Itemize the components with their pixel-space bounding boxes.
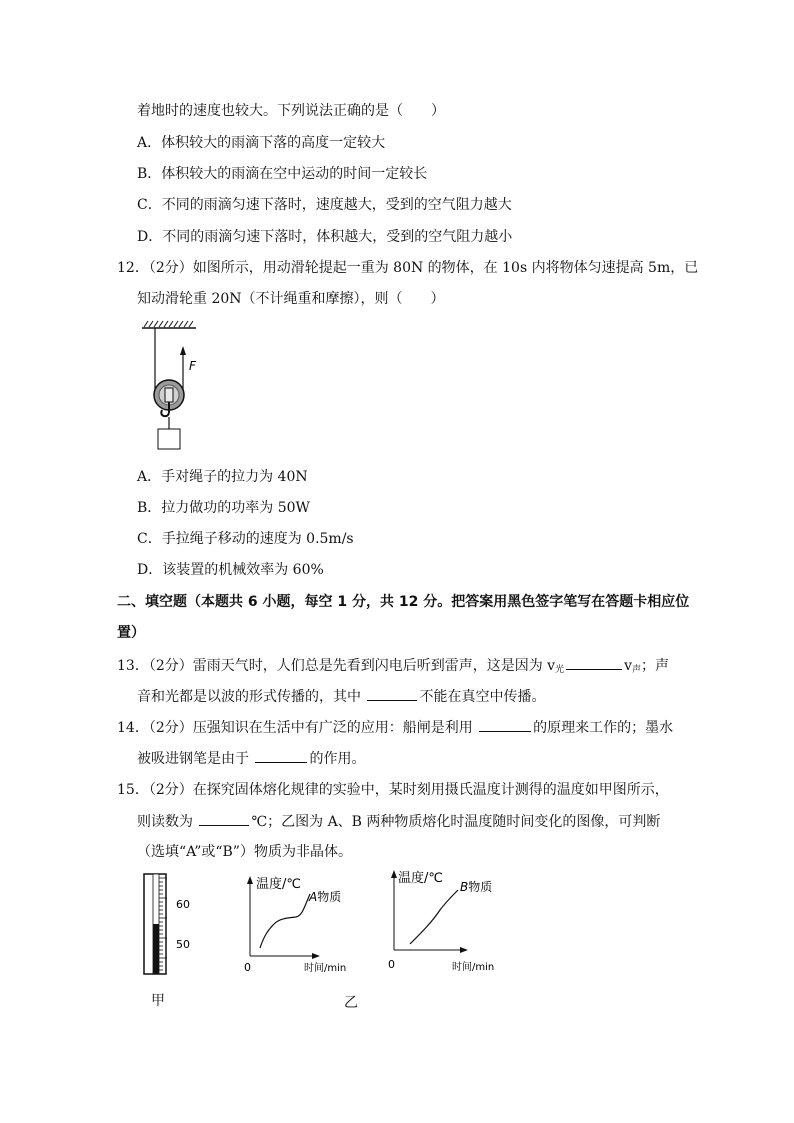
- q12-option-a: A．手对绳子的拉力为 40N: [137, 469, 308, 485]
- q15-line2-b: ℃；乙图为 A、B 两种物质熔化时温度随时间变化的图像，可判断: [251, 814, 661, 830]
- q11-option-a: A．体积较大的雨滴下落的高度一定较大: [137, 135, 386, 151]
- graph-b-xlabel: 时间/min: [452, 962, 495, 973]
- thermometer-liquid: [153, 924, 159, 974]
- q14-line1-a: 14．（2分）压强知识在生活中有广泛的应用：船闸是利用: [117, 720, 478, 736]
- q12-option-d: D．该装置的机械效率为 60%: [137, 562, 324, 578]
- q13-sub-sound: 声: [632, 665, 642, 675]
- q13-text-c: ；声: [641, 658, 670, 674]
- q13-blank-1[interactable]: [566, 655, 622, 670]
- graph-b-x-arrow-icon: [460, 947, 468, 953]
- q15-line3: （选填“A”或“B”）物质为非晶体。: [137, 844, 352, 860]
- graph-b-curve-label: B物质: [460, 880, 493, 894]
- q13-line1: [117, 655, 669, 680]
- q12-option-c: C．手拉绳子移动的速度为 0.5m/s: [137, 531, 354, 547]
- q14-blank-2[interactable]: [255, 748, 307, 763]
- q13-line2-b: 不能在真空中传播。: [419, 689, 546, 705]
- section-heading-line1: 二、填空题（本题共 6 小题，每空 1 分，共 12 分。把答案用黑色签字笔写在答题卡相应位: [117, 594, 690, 610]
- q14-line2-b: 的作用。: [309, 751, 366, 767]
- q11-option-b: B．体积较大的雨滴在空中运动的时间一定较长: [137, 166, 428, 182]
- q15-line2: [137, 811, 660, 832]
- q11-continuation: 着地时的速度也较大。下列说法正确的是（ ）: [137, 103, 445, 119]
- q11-option-c: C．不同的雨滴匀速下落时，速度越大，受到的空气阻力越大: [137, 197, 512, 213]
- ceiling-hatch: [144, 321, 193, 327]
- pulley-axle: [165, 388, 173, 402]
- q13-text-b: v: [624, 658, 633, 674]
- q15-line1: 15．（2分）在探究固体熔化规律的实验中，某时刻用摄氏温度计测得的温度如甲图所示，: [117, 782, 669, 798]
- graph-a: [238, 872, 358, 980]
- q14-line1-b: 的原理来工作的；墨水: [533, 720, 674, 736]
- q14-line1: [117, 717, 673, 738]
- load-box: [158, 429, 180, 449]
- graph-a-ylabel: 温度/℃: [256, 877, 301, 892]
- q12-stem-line1: 12．（2分）如图所示，用动滑轮提起一重为 80N 的物体，在 10s 内将物体匀速提高 5m，已: [117, 260, 699, 276]
- graph-b-origin: 0: [388, 958, 395, 971]
- q15-blank-1[interactable]: [199, 811, 249, 826]
- q14-line2: [137, 748, 365, 769]
- q12-stem-line2: 知动滑轮重 20N（不计绳重和摩擦），则（ ）: [137, 291, 445, 307]
- force-label: F: [189, 359, 196, 373]
- q11-option-d: D．不同的雨滴匀速下落时，体积越大，受到的空气阻力越小: [137, 229, 513, 245]
- caption-yi: 乙: [344, 995, 358, 1011]
- q13-text-a: 13．（2分）雷雨天气时，人们总是先看到闪电后听到雷声，这是因为 v: [117, 658, 556, 674]
- graph-a-xlabel: 时间/min: [304, 963, 347, 974]
- graph-a-y-arrow-icon: [247, 876, 253, 884]
- pulley-diagram: [138, 318, 218, 454]
- graph-b-curve: [410, 890, 458, 944]
- graph-a-x-arrow-icon: [312, 953, 320, 959]
- q12-option-b: B．拉力做功的功率为 50W: [137, 500, 310, 516]
- graph-a-curve-label: A物质: [309, 890, 342, 904]
- thermo-label-50: 50: [176, 938, 190, 951]
- section-heading-line2: 置）: [117, 625, 145, 641]
- graph-a-curve: [260, 894, 310, 948]
- q13-sub-light: 光: [555, 665, 565, 675]
- q14-blank-1[interactable]: [479, 717, 531, 732]
- q13-line2: [137, 686, 545, 707]
- graph-b: [382, 866, 512, 978]
- thermo-label-60: 60: [176, 898, 190, 911]
- caption-jia: 甲: [151, 993, 165, 1009]
- q15-line2-a: 则读数为: [137, 814, 198, 830]
- graph-a-origin: 0: [244, 961, 251, 974]
- thermometer-diagram: [140, 872, 200, 978]
- q13-blank-2[interactable]: [367, 686, 417, 701]
- force-arrow-icon: [180, 346, 186, 355]
- q13-line2-a: 音和光都是以波的形式传播的，其中: [137, 689, 366, 705]
- graph-b-y-arrow-icon: [391, 870, 397, 878]
- graph-b-ylabel: 温度/℃: [398, 871, 443, 886]
- q14-line2-a: 被吸进钢笔是由于: [137, 751, 254, 767]
